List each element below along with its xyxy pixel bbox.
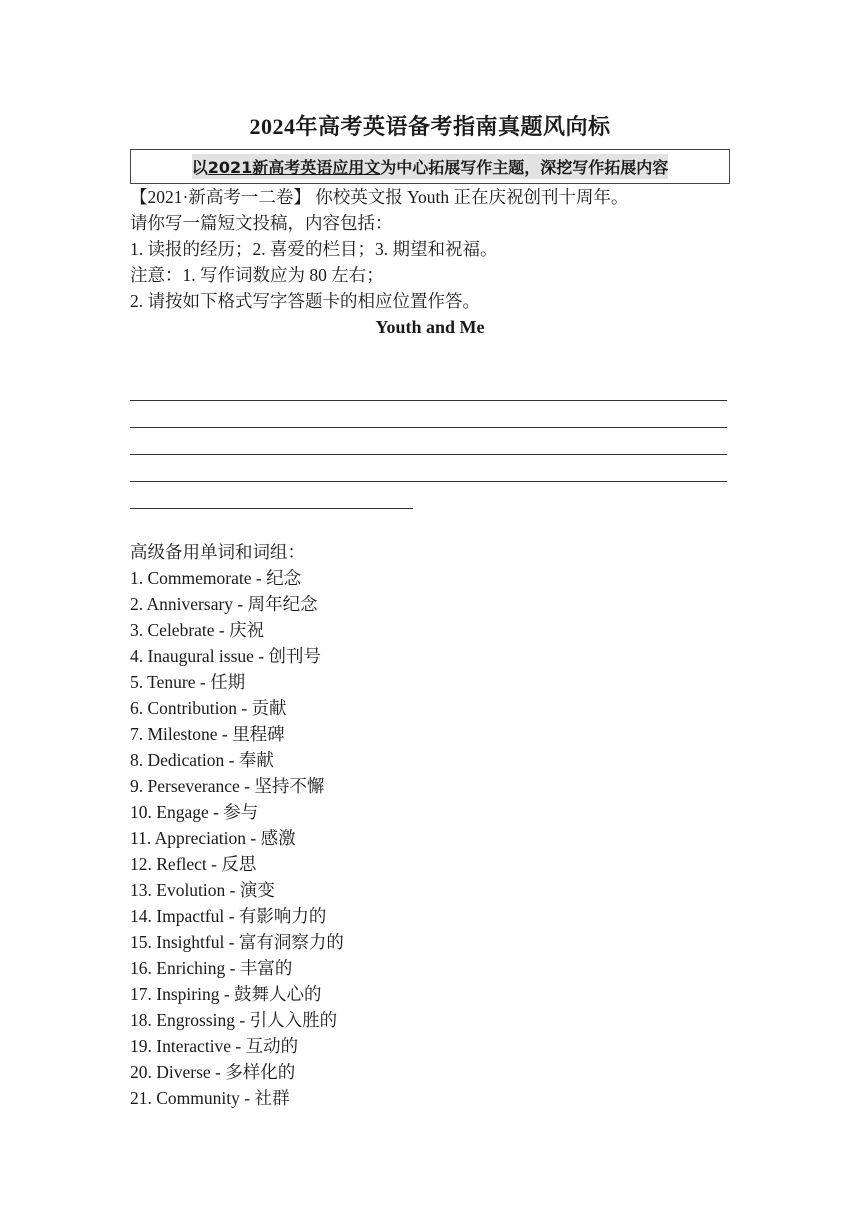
prompt-line: 注意：1. 写作词数应为 80 左右；	[130, 265, 384, 285]
vocab-item: 15. Insightful - 富有洞察力的	[130, 932, 344, 952]
vocab-item: 21. Community - 社群	[130, 1088, 290, 1108]
essay-title: Youth and Me	[375, 317, 485, 337]
document-page	[130, 108, 730, 1111]
vocab-item: 7. Milestone - 里程碑	[130, 724, 285, 744]
vocab-item: 3. Celebrate - 庆祝	[130, 620, 265, 640]
vocab-item: 4. Inaugural issue - 创刊号	[130, 646, 322, 666]
prompt-line: 请你写一篇短文投稿，内容包括：	[130, 213, 393, 233]
vocab-item: 1. Commemorate - 纪念	[130, 568, 302, 588]
answer-line	[130, 482, 413, 509]
vocab-item: 2. Anniversary - 周年纪念	[130, 594, 318, 614]
vocab-item: 16. Enriching - 丰富的	[130, 958, 293, 978]
vocab-heading: 高级备用单词和词组：	[130, 542, 305, 562]
banner-topic: 新高考英语应用文	[252, 158, 381, 177]
vocab-item: 8. Dedication - 奉献	[130, 750, 274, 770]
answer-line	[130, 455, 727, 482]
vocab-item: 5. Tenure - 任期	[130, 672, 246, 692]
vocab-item: 11. Appreciation - 感激	[130, 828, 296, 848]
prompt-line: 【2021·新高考一二卷】 你校英文报 Youth 正在庆祝创刊十周年。	[130, 187, 629, 207]
vocab-item: 20. Diverse - 多样化的	[130, 1062, 296, 1082]
vocab-item: 12. Reflect - 反思	[130, 854, 257, 874]
vocab-item: 17. Inspiring - 鼓舞人心的	[130, 984, 322, 1004]
vocab-item: 9. Perseverance - 坚持不懈	[130, 776, 325, 796]
prompt-line: 1. 读报的经历；2. 喜爱的栏目；3. 期望和祝福。	[130, 239, 498, 259]
vocab-item: 14. Impactful - 有影响力的	[130, 906, 327, 926]
prompt-section	[130, 184, 730, 340]
vocab-section	[130, 539, 730, 1111]
document-title: 2024年高考英语备考指南真题风向标	[249, 114, 611, 139]
banner-suffix: 为中心拓展写作主题，深挖写作拓展内容	[380, 158, 669, 177]
prompt-line: 2. 请按如下格式写字答题卡的相应位置作答。	[130, 291, 480, 311]
topic-banner	[130, 149, 730, 184]
answer-line	[130, 374, 727, 401]
answer-lines	[130, 374, 730, 509]
answer-line	[130, 401, 727, 428]
vocab-item: 19. Interactive - 互动的	[130, 1036, 299, 1056]
banner-text	[192, 154, 669, 179]
vocab-item: 6. Contribution - 贡献	[130, 698, 287, 718]
banner-prefix: 以	[191, 158, 208, 177]
vocab-item: 13. Evolution - 演变	[130, 880, 275, 900]
answer-line	[130, 428, 727, 455]
banner-year: 2021	[207, 158, 253, 177]
vocab-item: 18. Engrossing - 引人入胜的	[130, 1010, 338, 1030]
vocab-item: 10. Engage - 参与	[130, 802, 259, 822]
